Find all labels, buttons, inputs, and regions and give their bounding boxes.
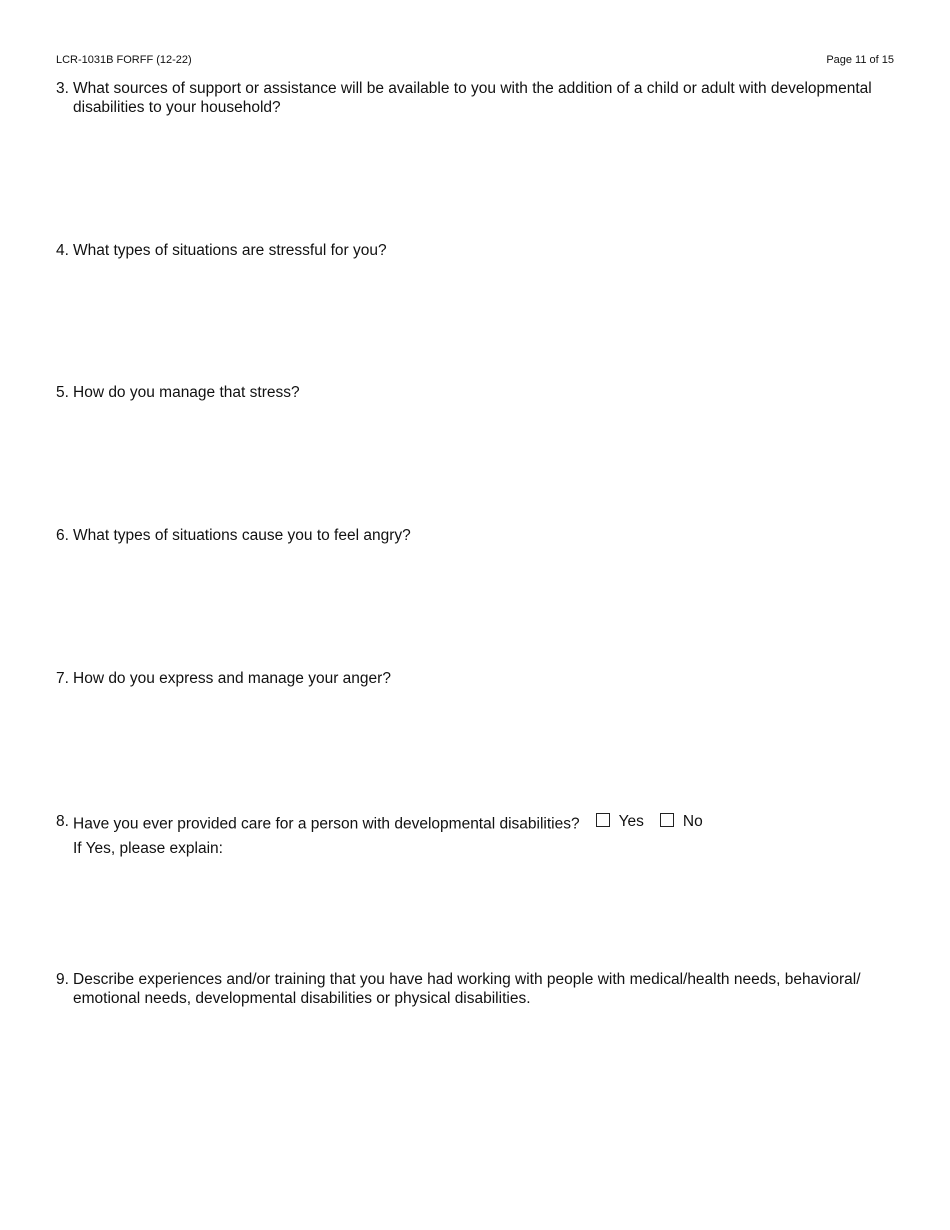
yes-no-choices bbox=[596, 812, 703, 831]
question-6-text: What types of situations cause you to feel angry? bbox=[73, 527, 411, 544]
question-8-body bbox=[73, 812, 886, 858]
yes-checkbox[interactable] bbox=[596, 813, 610, 827]
question-6-number: 6. bbox=[56, 527, 69, 544]
no-label: No bbox=[682, 813, 703, 830]
page-number: Page 11 of 15 bbox=[826, 54, 894, 66]
no-choice bbox=[660, 812, 703, 831]
question-8-text: Have you ever provided care for a person with developmental disabilities? bbox=[73, 815, 580, 833]
question-3-number: 3. bbox=[56, 80, 69, 97]
question-7-text: How do you express and manage your anger? bbox=[73, 670, 391, 687]
question-4-text: What types of situations are stressful for you? bbox=[73, 242, 387, 259]
question-5-number: 5. bbox=[56, 384, 69, 401]
question-4 bbox=[56, 241, 886, 260]
no-checkbox[interactable] bbox=[660, 813, 674, 827]
question-8-number: 8. bbox=[56, 813, 69, 830]
question-6 bbox=[56, 526, 886, 545]
question-9 bbox=[56, 970, 886, 1008]
question-7 bbox=[56, 669, 886, 688]
question-8 bbox=[56, 812, 886, 858]
form-id: LCR-1031B FORFF (12-22) bbox=[56, 54, 192, 66]
question-5-text: How do you manage that stress? bbox=[73, 384, 300, 401]
yes-choice bbox=[596, 812, 644, 831]
question-8-followup: If Yes, please explain: bbox=[73, 839, 223, 857]
question-9-number: 9. bbox=[56, 971, 69, 988]
question-4-number: 4. bbox=[56, 242, 69, 259]
question-7-number: 7. bbox=[56, 670, 69, 687]
question-3-text: What sources of support or assistance will be available to you with the addition of a child or adult with developmental disabilities to your household? bbox=[73, 80, 872, 116]
question-5 bbox=[56, 383, 886, 402]
yes-label: Yes bbox=[618, 813, 644, 830]
question-9-text: Describe experiences and/or training that you have had working with people with medical/health needs, behavioral/ emotional needs, developmental disabilities or physical disabilities. bbox=[73, 971, 861, 1007]
question-3 bbox=[56, 79, 886, 117]
